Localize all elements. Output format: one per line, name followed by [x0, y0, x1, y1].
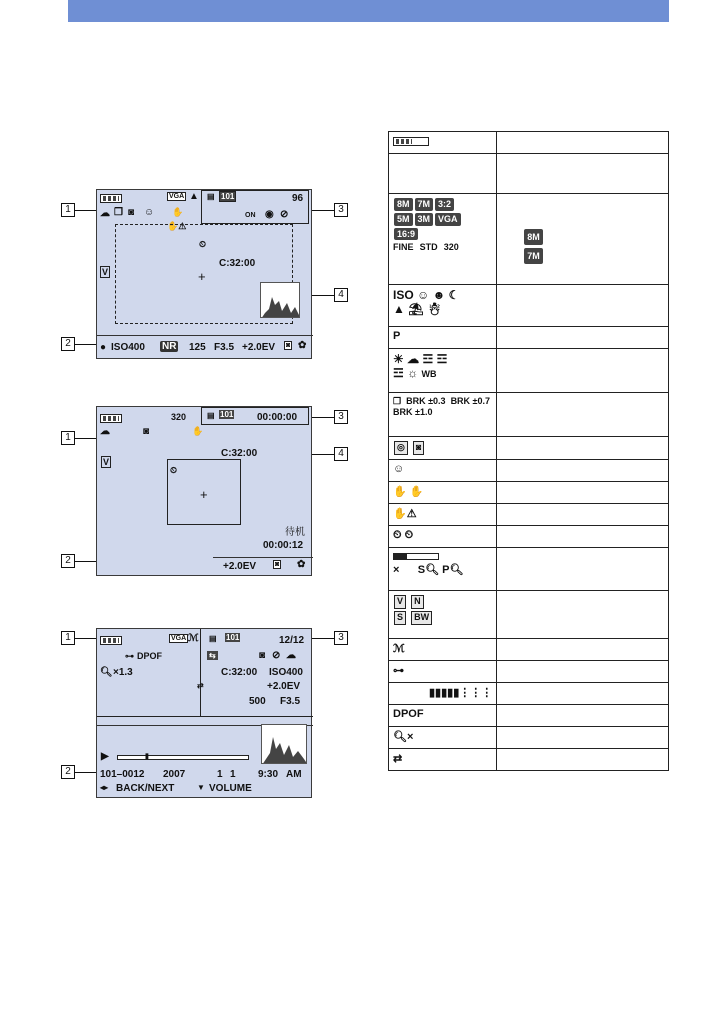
record-dot: ● — [100, 342, 107, 353]
divider — [97, 335, 313, 336]
dpof-label: DPOF — [137, 651, 163, 661]
folder-icon: 101 — [220, 410, 234, 419]
playback-bar — [117, 755, 249, 760]
iso-value: ISO400 — [269, 667, 303, 678]
legend-row — [389, 726, 669, 748]
spot-meter-cross: + — [198, 269, 206, 284]
zoom-icon: 🔍︎ — [100, 667, 113, 678]
nr-slow-shutter: NR — [162, 341, 177, 352]
callout-4: 4 — [334, 288, 348, 302]
movie-size-icon: 320 — [171, 412, 187, 422]
spot-meter-icon: ◙ — [143, 426, 150, 437]
legend-row — [389, 437, 669, 460]
shots-remaining: 96 — [292, 193, 304, 204]
exposure-value: +2.0EV — [242, 342, 276, 353]
exposure-value: +2.0EV — [267, 681, 301, 692]
callout-line — [75, 210, 97, 211]
callout-line — [75, 561, 97, 562]
bracket-07-icon: BRK ±0.7 — [450, 396, 491, 406]
shutter-speed: 125 — [189, 342, 206, 353]
camera-shake-warning-icon: ✋⚠ — [167, 221, 187, 231]
color-natural-icon: N — [411, 595, 424, 609]
recording-time: C:32:00 — [221, 448, 258, 459]
snow-icon: ☃ — [426, 302, 443, 316]
memory-icon: ▤ — [207, 192, 215, 201]
size-3m-icon: 3M — [415, 213, 434, 226]
clock-time: 9:30 — [258, 769, 279, 780]
fluorescent-3-icon: ☲ — [393, 366, 404, 380]
battery-icon — [100, 193, 122, 204]
battery-icon — [393, 137, 429, 146]
af-illuminator-icon: ON — [245, 212, 256, 219]
color-mode-icon: V — [102, 267, 109, 277]
bracket-10-icon: BRK ±1.0 — [393, 406, 433, 417]
fluorescent-1-icon: ☲ — [422, 352, 434, 366]
legend-row — [389, 349, 669, 393]
legend-row — [389, 459, 669, 481]
image-size-icon: VGA — [169, 193, 185, 200]
color-mode-icon: V — [103, 457, 110, 467]
face-detect-icon: ☺ — [393, 462, 405, 475]
close-icon: × — [406, 730, 414, 743]
aperture: F3.5 — [214, 342, 235, 353]
callout-2: 2 — [61, 765, 75, 779]
level-indicator-icon: ▮▮▮▮▮⋮⋮⋮ — [429, 686, 493, 699]
self-timer-icon: ⏲ — [170, 465, 178, 475]
protect-icon: ⊶ — [393, 664, 404, 677]
multi-meter-icon: ◎ — [394, 441, 408, 455]
beach-icon: ⛱ — [408, 302, 424, 316]
callout-line — [312, 417, 334, 418]
image-size-icon: VGA — [171, 635, 187, 642]
spot-meter-icon: ◙ — [413, 441, 424, 455]
cloudy-icon: ☁ — [100, 208, 110, 219]
icon-legend-table — [388, 131, 669, 771]
night-icon: ☾ — [448, 288, 460, 302]
flash-wb-icon: WB — [421, 369, 437, 379]
night-portrait-icon: ☻ — [432, 288, 446, 302]
volume-label: VOLUME — [209, 783, 252, 794]
zoom-icon: 🔍︎ — [393, 730, 407, 743]
color-vivid-icon: V — [394, 595, 406, 609]
back-next-label: BACK/NEXT — [116, 783, 175, 794]
flash-off-icon: ⊘ — [272, 650, 281, 661]
legend-row — [389, 481, 669, 503]
protect-icon: ⊶ — [125, 651, 134, 661]
recording-time: C:32:00 — [221, 667, 258, 678]
legend-row — [389, 285, 669, 327]
spot-meter-cross: + — [200, 487, 208, 502]
smart-zoom-icon: S — [417, 563, 426, 576]
memory-icon: ▤ — [207, 411, 215, 420]
callout-1: 1 — [61, 631, 75, 645]
fine-icon: FINE — [393, 242, 414, 253]
left-right-icon: ◂▸ — [100, 783, 109, 792]
pictbridge-icon: ℳ — [188, 633, 199, 644]
legend-row — [389, 194, 669, 285]
bracket-03-icon: BRK ±0.3 — [406, 396, 446, 406]
legend-row — [389, 154, 669, 194]
cloudy-icon: ☁ — [100, 426, 110, 437]
folder-change-icon: ⇆ — [209, 651, 216, 660]
metering-icon: ◙ — [275, 561, 280, 568]
size-3-2-icon: 3:2 — [435, 198, 454, 211]
size-7m-icon: 7M — [524, 248, 543, 264]
play-icon[interactable]: ▶ — [101, 751, 109, 762]
callout-3: 3 — [334, 631, 348, 645]
battery-icon — [100, 413, 122, 424]
spot-meter-icon: ◙ — [128, 207, 135, 218]
std-icon: STD — [419, 242, 438, 253]
legend-row — [389, 327, 669, 349]
size-8m-icon: 8M — [524, 229, 543, 245]
self-timer-2-icon: ⏲ — [404, 528, 414, 541]
lcd-screen-still — [96, 189, 312, 359]
legend-row — [389, 748, 669, 770]
self-timer-icon: ⏲ — [199, 239, 207, 249]
steadyshot-off-icon: ✋ — [172, 207, 184, 217]
macro-icon: ✿ — [297, 559, 306, 570]
file-number: 101–0012 — [100, 769, 145, 780]
portrait-icon: ☺ — [417, 288, 430, 302]
face-detect-icon: ☺ — [144, 207, 155, 218]
frame-counter: 12/12 — [279, 635, 305, 646]
memory-stick-error-icon: ⇄ — [197, 681, 204, 690]
legend-row — [389, 132, 669, 154]
program-label: P — [389, 327, 497, 349]
clock-ampm: AM — [286, 769, 302, 780]
callout-4: 4 — [334, 447, 348, 461]
landscape-icon: ▲ — [393, 302, 405, 316]
spot-meter-icon: ◙ — [259, 650, 266, 661]
callout-1: 1 — [61, 431, 75, 445]
callout-line — [312, 210, 334, 211]
cloudy-icon: ☁ — [407, 352, 420, 366]
legend-row — [389, 704, 669, 726]
self-timer-10-icon: ⏲ — [393, 528, 402, 541]
memory-stick-error-icon: ⇄ — [393, 752, 403, 765]
steadyshot-on-icon: ✋ — [393, 485, 407, 498]
callout-3: 3 — [334, 203, 348, 217]
callout-line — [312, 638, 334, 639]
aperture: F3.5 — [280, 696, 301, 707]
precision-zoom-icon: P — [442, 563, 450, 576]
histogram — [260, 282, 300, 318]
size-vga-icon: VGA — [435, 213, 461, 226]
burst-icon: ❐ — [393, 396, 402, 406]
shutter-speed: 500 — [249, 696, 266, 707]
macro-icon: ✿ — [298, 340, 307, 351]
legend-row — [389, 393, 669, 437]
folder-icon: 101 — [226, 633, 240, 642]
steadyshot-off-icon: ✋ — [192, 426, 204, 436]
date-year: 2007 — [163, 769, 186, 780]
dpof-label: DPOF — [389, 704, 497, 726]
iso-value: ISO400 — [111, 342, 145, 353]
q320-icon: 320 — [443, 242, 459, 253]
close-icon: × — [393, 563, 400, 576]
callout-line — [75, 772, 97, 773]
legend-row — [389, 638, 669, 660]
color-sepia-icon: S — [394, 611, 406, 625]
battery-icon — [100, 635, 122, 646]
legend-row — [389, 660, 669, 682]
size-8m-icon: 8M — [394, 198, 413, 211]
legend-row — [389, 525, 669, 547]
size-7m-icon: 7M — [415, 198, 434, 211]
camera-shake-warning-icon: ✋⚠ — [393, 507, 417, 520]
legend-row — [389, 503, 669, 525]
daylight-icon: ☀ — [393, 352, 404, 366]
memory-icon: ▤ — [209, 634, 217, 643]
legend-row — [389, 682, 669, 704]
landscape-icon: ▲ — [189, 191, 199, 202]
folder-icon: 101 — [221, 192, 235, 201]
iso-scene-icon: ISO — [393, 288, 414, 302]
callout-1: 1 — [61, 203, 75, 217]
incandescent-icon: ☼ — [407, 366, 419, 380]
standby-label: 待机 — [285, 527, 305, 538]
size-16-9-icon: 16:9 — [394, 228, 418, 241]
date-day: 1 — [230, 769, 236, 780]
legend-row — [389, 590, 669, 638]
color-bw-icon: BW — [411, 611, 432, 625]
callout-line — [75, 438, 97, 439]
elapsed-time: 00:00:00 — [257, 412, 298, 423]
steadyshot-off-icon: ✋ — [409, 485, 424, 498]
callout-2: 2 — [61, 337, 75, 351]
recording-counter: 00:00:12 — [263, 540, 304, 551]
flash-off-icon: ⊘ — [280, 209, 289, 220]
legend-row: × S🔍︎ P🔍︎ — [389, 547, 669, 590]
pictbridge-icon: ℳ — [393, 642, 405, 655]
cloudy-icon: ☁ — [286, 650, 296, 661]
zoom-scale: ×1.3 — [113, 667, 133, 678]
zoom-scale-icon — [393, 553, 439, 560]
callout-3: 3 — [334, 410, 348, 424]
playback-position: ▮ — [145, 753, 149, 760]
callout-2: 2 — [61, 554, 75, 568]
metering-icon: ◙ — [286, 342, 291, 349]
callout-line — [75, 638, 97, 639]
red-eye-icon: ◉ — [265, 209, 274, 220]
date-month: 1 — [217, 769, 223, 780]
lcd-screen-playback — [96, 628, 312, 798]
down-arrow-icon: ▼ — [197, 783, 205, 792]
callout-line — [75, 344, 97, 345]
fluorescent-2-icon: ☲ — [436, 352, 448, 366]
burst-icon: ❐ — [114, 207, 123, 218]
divider — [213, 557, 313, 558]
recording-time: C:32:00 — [219, 258, 256, 269]
size-5m-icon: 5M — [394, 213, 413, 226]
exposure-value: +2.0EV — [223, 561, 257, 572]
header-bar — [68, 0, 669, 22]
lcd-screen-movie — [96, 406, 312, 576]
histogram — [261, 724, 307, 764]
